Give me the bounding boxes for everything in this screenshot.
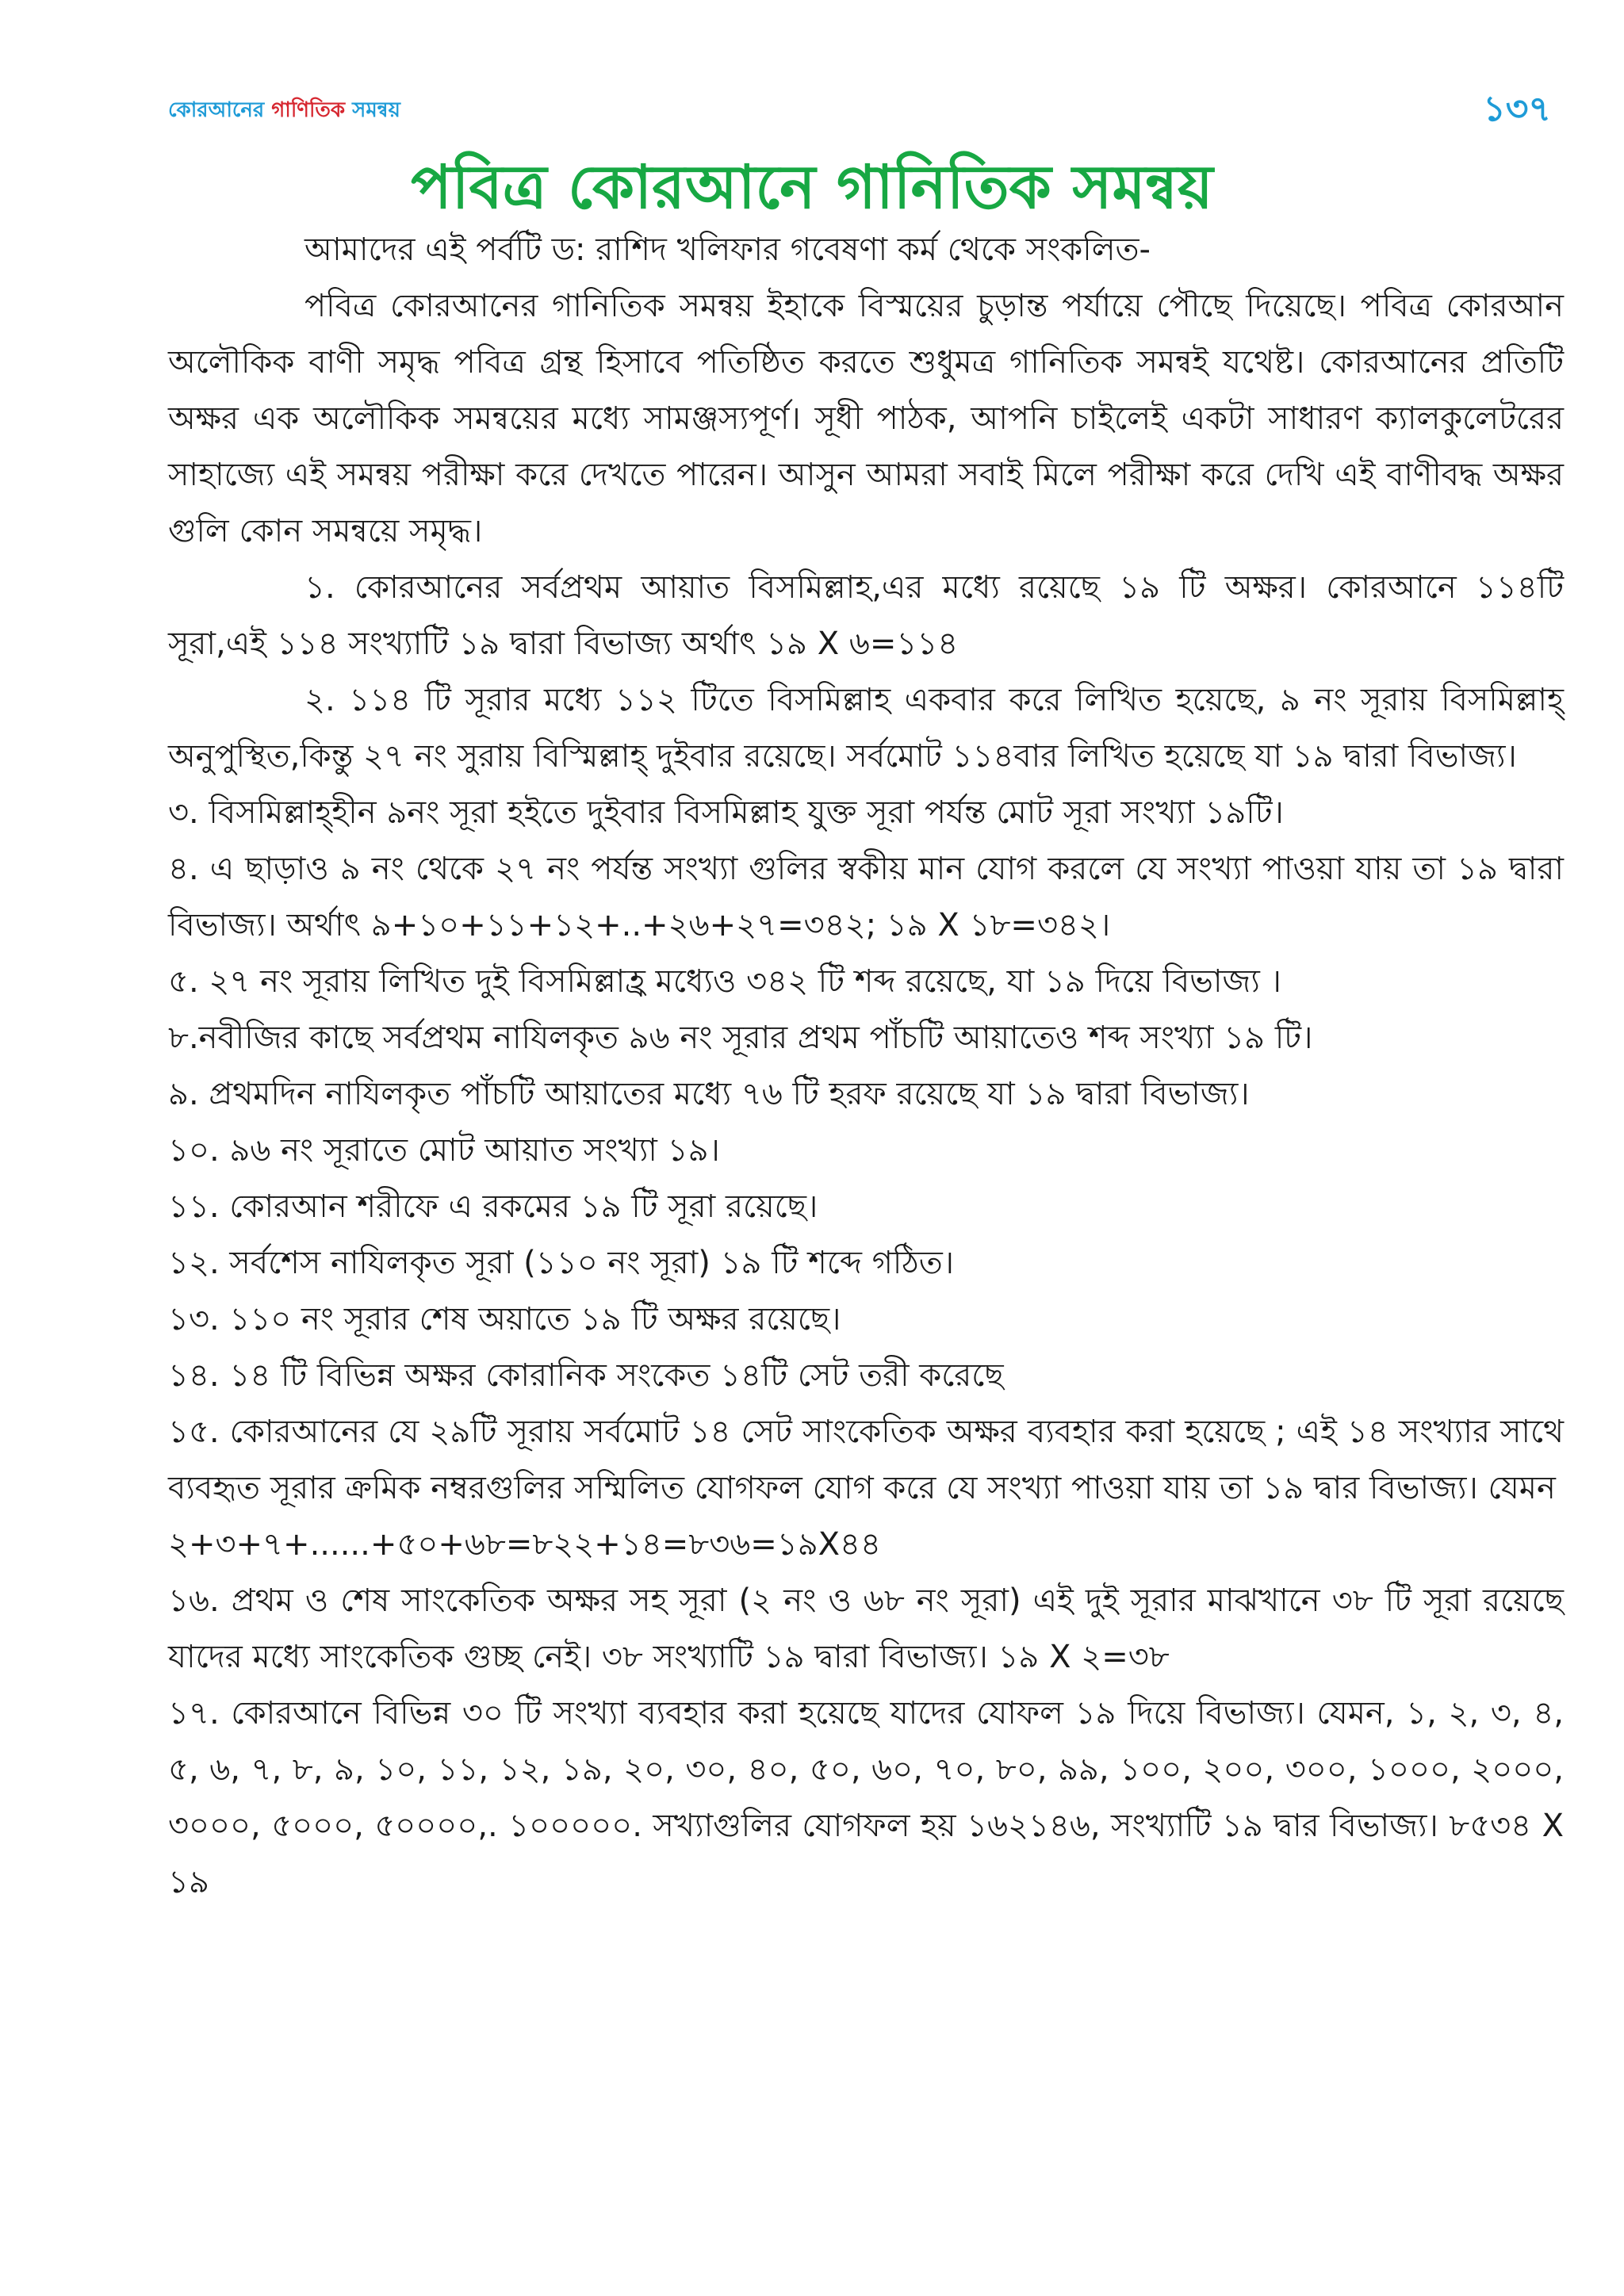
point-4: ৪. এ ছাড়াও ৯ নং থেকে ২৭ নং পর্যন্ত সংখ্যা গুলির স্বকীয় মান যোগ করলে যে সংখ্যা পাওয়া যায় তা ১৯ দ্বারা বিভাজ্য। অর্থাৎ ৯+১০+১১+১২+..+২৬+২৭=৩৪২; ১৯ X ১৮=৩৪২। bbox=[168, 851, 1564, 943]
point-15: ১৫. কোরআনের যে ২৯টি সূরায় সর্বমোট ১৪ সেট সাংকেতিক অক্ষর ব্যবহার করা হয়েছে ; এই ১৪ সংখ্যার সাথে ব্যবহৃত সূরার ক্রমিক নম্বরগুলির সম্মিলিত যোগফল যোগ করে যে সংখ্যা পাওয়া যায় তা ১৯ দ্বার বিভাজ্য। যেমন bbox=[168, 1414, 1564, 1506]
running-head-accent: গাণিতিক bbox=[271, 98, 346, 122]
point-14: ১৪. ১৪ টি বিভিন্ন অক্ষর কোরানিক সংকেত ১৪টি সেট তরী করেছে bbox=[168, 1357, 1004, 1394]
page-number: ১৩৭ bbox=[1483, 89, 1551, 129]
point-3: ৩. বিসমিল্লাহ্হীন ৯নং সূরা হইতে দুইবার বিসমিল্লাহ যুক্ত সূরা পর্যন্ত মোট সূরা সংখ্যা ১৯টি। bbox=[168, 794, 1284, 831]
overview-paragraph: পবিত্র কোরআনের গানিতিক সমন্বয় ইহাকে বিস্ময়ের চুড়ান্ত পর্যায়ে পৌছে দিয়েছে। পবিত্র কোরআন অলৌকিক বাণী সমৃদ্ধ পবিত্র গ্রন্থ হিসাবে পতিষ্ঠিত করতে শুধুমত্র গানিতিক সমন্বই যথেষ্ট। কোরআনের প্রতিটি অক্ষর এক অলৌকিক সমন্বয়ের মধ্যে সামঞ্জস্যপূর্ণ। সূধী পাঠক, আপনি চাইলেই একটা সাধারণ ক্যালকুলেটরের সাহাজ্যে এই সমন্বয় পরীক্ষা করে দেখতে পারেন। আসুন আমরা সবাই মিলে পরীক্ষা করে দেখি এই বাণীবদ্ধ অক্ষর গুলি কোন সমন্বয়ে সমৃদ্ধ। bbox=[168, 288, 1564, 549]
point-17: ১৭. কোরআনে বিভিন্ন ৩০ টি সংখ্যা ব্যবহার করা হয়েছে যাদের যোফল ১৯ দিয়ে বিভাজ্য। যেমন, ১, ২, ৩, ৪, ৫, ৬, ৭, ৮, ৯, ১০, ১১, ১২, ১৯, ২০, ৩০, ৪০, ৫০, ৬০, ৭০, ৮০, ৯৯, ১০০, ২০০, ৩০০, ১০০০, ২০০০, ৩০০০, ৫০০০, ৫০০০০,. ১০০০০০. সখ্যাগুলির যোগফল হয় ১৬২১৪৬, সংখ্যাটি ১৯ দ্বার বিভাজ্য। ৮৫৩৪ X ১৯ bbox=[168, 1695, 1564, 1900]
point-5: ৫. ২৭ নং সূরায় লিখিত দুই বিসমিল্লাহ্র মধ্যেও ৩৪২ টি শব্দ রয়েছে, যা ১৯ দিয়ে বিভাজ্য । bbox=[168, 963, 1281, 1000]
intro-paragraph: আমাদের এই পর্বটি ড: রাশিদ খলিফার গবেষণা কর্ম থেকে সংকলিত- bbox=[304, 232, 1151, 268]
equation-line: ২+৩+৭+......+৫০+৬৮=৮২২+১৪=৮৩৬=১৯X৪৪ bbox=[168, 1526, 881, 1563]
point-8: ৮.নবীজির কাছে সর্বপ্রথম নাযিলকৃত ৯৬ নং সূরার প্রথম পাঁচটি আয়াতেও শব্দ সংখ্যা ১৯ টি। bbox=[168, 1020, 1313, 1056]
point-10: ১০. ৯৬ নং সূরাতে মোট আয়াত সংখ্যা ১৯। bbox=[168, 1132, 720, 1169]
point-11: ১১. কোরআন শরীফে এ রকমের ১৯ টি সূরা রয়েছে। bbox=[168, 1188, 818, 1225]
point-9: ৯. প্রথমদিন নাযিলকৃত পাঁচটি আয়াতের মধ্যে ৭৬ টি হরফ রয়েছে যা ১৯ দ্বারা বিভাজ্য। bbox=[168, 1076, 1250, 1112]
point-13: ১৩. ১১০ নং সূরার শেষ অয়াতে ১৯ টি অক্ষর রয়েছে। bbox=[168, 1301, 841, 1337]
running-head-part3: সমন্বয় bbox=[345, 98, 400, 122]
running-head-part1: কোরআনের bbox=[168, 98, 272, 122]
point-12: ১২. সর্বশেস নাযিলকৃত সূরা (১১০ নং সূরা) ১৯ টি শব্দে গঠিত। bbox=[168, 1245, 955, 1281]
point-1: ১. কোরআনের সর্বপ্রথম আয়াত বিসমিল্লাহ,এর মধ্যে রয়েছে ১৯ টি অক্ষর। কোরআনে ১১৪টি সূরা,এই ১১৪ সংখ্যাটি ১৯ দ্বারা বিভাজ্য অর্থাৎ ১৯ X ৬=১১৪ bbox=[168, 569, 1564, 662]
running-head bbox=[168, 94, 400, 128]
point-16: ১৬. প্রথম ও শেষ সাংকেতিক অক্ষর সহ সূরা (২ নং ও ৬৮ নং সূরা) এই দুই সূরার মাঝখানে ৩৮ টি সূরা রয়েছে যাদের মধ্যে সাংকেতিক গুচ্ছ নেই। ৩৮ সংখ্যাটি ১৯ দ্বারা বিভাজ্য। ১৯ X ২=৩৮ bbox=[168, 1582, 1564, 1675]
body-text bbox=[168, 222, 1564, 1911]
page-title: পবিত্র কোরআনে গানিতিক সমন্বয় bbox=[411, 151, 1213, 222]
point-2: ২. ১১৪ টি সূরার মধ্যে ১১২ টিতে বিসমিল্লাহ একবার করে লিখিত হয়েছে, ৯ নং সূরায় বিসমিল্লাহ্ অনুপুস্থিত,কিন্তু ২৭ নং সুরায় বিস্মিল্লাহ্ দুইবার রয়েছে। সর্বমোট ১১৪বার লিখিত হয়েছে যা ১৯ দ্বারা বিভাজ্য। bbox=[168, 682, 1564, 775]
